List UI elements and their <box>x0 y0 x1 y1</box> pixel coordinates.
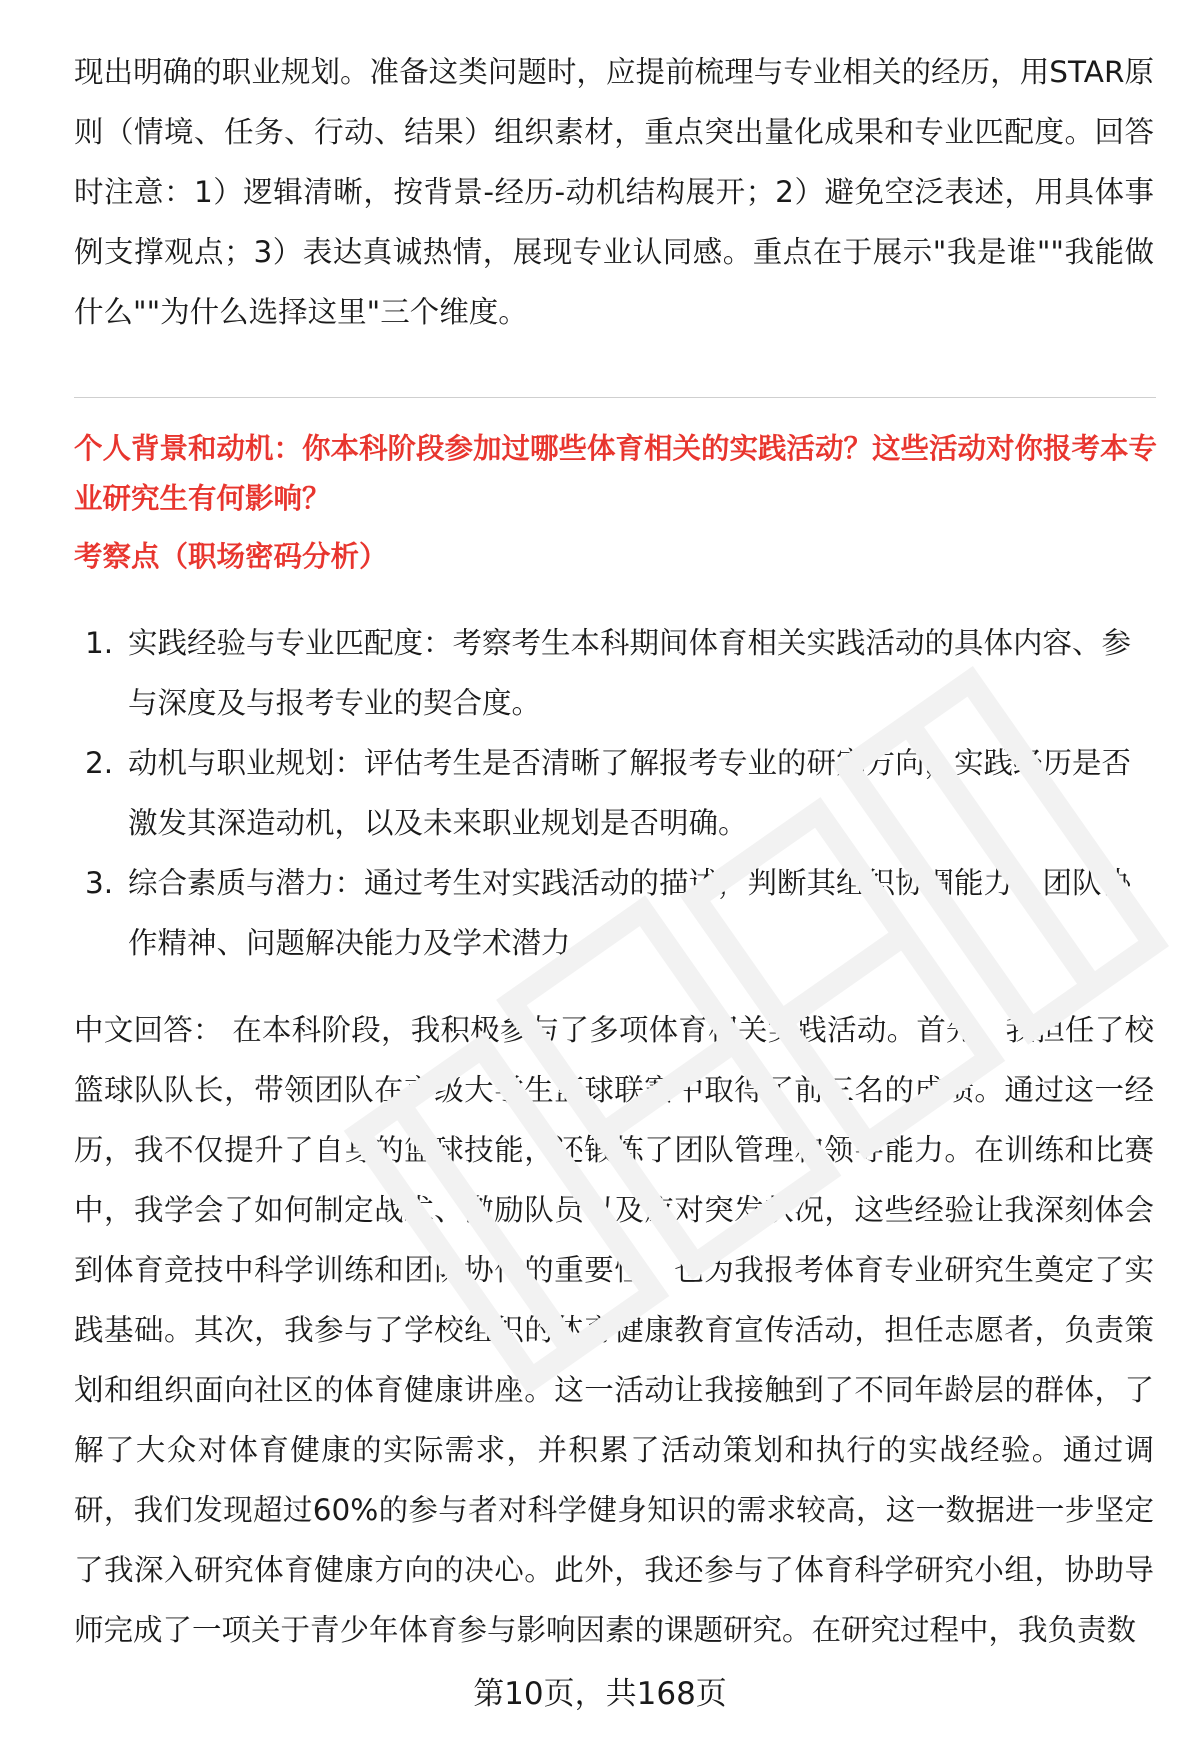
answer-paragraph: 中文回答： 在本科阶段，我积极参与了多项体育相关实践活动。首先，我担任了校篮球队队长，带领团队在市级大学生篮球联赛中取得了前三名的成绩。通过这一经历，我不仅提升了自身的篮球技能，还锻炼了团队管理和领导能力。在训练和比赛中，我学会了如何制定战术、激励队员以及应对突发状况，这些经验让我深刻体会到体育竞技中科学训练和团队协作的重要性，也为我报考体育专业研究生奠定了实践基础。其次，我参与了学校组织的体育健康教育宣传活动，担任志愿者，负责策划和组织面向社区的体育健康讲座。这一活动让我接触到了不同年龄层的群体，了解了大众对体育健康的实际需求，并积累了活动策划和执行的实战经验。通过调研，我们发现超过60%的参与者对科学健身知识的需求较高，这一数据进一步坚定了我深入研究体育健康方向的决心。此外，我还参与了体育科学研究小组，协助导师完成了一项关于青少年体育参与影响因素的课题研究。在研究过程中，我负责数 <box>74 1013 1154 1647</box>
list-item-number: 2. <box>85 746 114 780</box>
page-number-footer: 第10页，共168页 <box>473 1676 727 1712</box>
section-divider <box>74 397 1156 398</box>
list-item-number: 1. <box>85 626 114 660</box>
assessment-heading: 考察点（职场密码分析） <box>74 540 388 573</box>
assessment-list <box>74 613 1156 973</box>
list-item-number: 3. <box>85 866 114 900</box>
intro-paragraph: 现出明确的职业规划。准备这类问题时，应提前梳理与专业相关的经历，用STAR原则（情境、任务、行动、结果）组织素材，重点突出量化成果和专业匹配度。回答时注意：1）逻辑清晰，按背景-经历-动机结构展开；2）避免空泛表述，用具体事例支撑观点；3）表达真诚热情，展现专业认同感。重点在于展示"我是谁""我能做什么""为什么选择这里"三个维度。 <box>74 55 1154 329</box>
list-item-text: 实践经验与专业匹配度：考察考生本科期间体育相关实践活动的具体内容、参与深度及与报考专业的契合度。 <box>128 626 1132 720</box>
list-item <box>74 613 1156 733</box>
list-item <box>74 733 1156 853</box>
list-item <box>74 853 1156 973</box>
question-heading: 个人背景和动机：你本科阶段参加过哪些体育相关的实践活动？这些活动对你报考本专业研究生有何影响？ <box>74 432 1158 515</box>
list-item-text: 动机与职业规划：评估考生是否清晰了解报考专业的研究方向，实践经历是否激发其深造动机，以及未来职业规划是否明确。 <box>128 746 1132 840</box>
list-item-text: 综合素质与潜力：通过考生对实践活动的描述，判断其组织协调能力、团队协作精神、问题解决能力及学术潜力。 <box>128 866 1132 960</box>
